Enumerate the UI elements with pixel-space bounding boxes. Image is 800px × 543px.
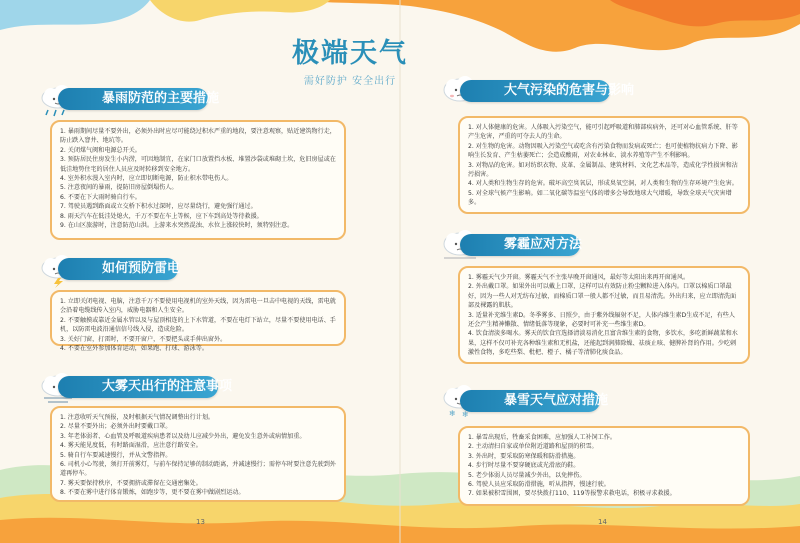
list-item: 3. 适量补充维生素D。冬季雾多、日照少，由于紫外线辐射不足，人体内维生素D生成不足，有些人还会产生精神懒散、情绪低落等现象，必要时可补充一些维生素D。 bbox=[468, 311, 735, 329]
list-item: 3. 对物品的危害。如对纺织衣物、皮革、金属制品、建筑材料、文化艺术品等，造成化学性损害和沾污损害。 bbox=[468, 161, 738, 179]
list-item: 5. 老少体弱人员尽量减少外出，以免摔伤。 bbox=[468, 471, 586, 479]
list-item: 5. 骑自行车要减速慢行，并从文警指挥。 bbox=[60, 451, 172, 459]
rainstorm-title: 暴雨防范的主要措施 bbox=[58, 88, 208, 110]
list-item: 1. 对人体健康的危害。人体吸入污染空气，能可引起呼吸道和肺部疾病外，还可对心血管系统、肝等产生危害，严重的可夺去人的生命。 bbox=[468, 124, 738, 141]
snow-title: 暴雪天气应对措施 bbox=[460, 390, 600, 412]
list-item: 3. 外出时，要采取防寒保暖和防滑措施。 bbox=[468, 452, 580, 460]
list-item: 2. 不要触摸或靠近金属水管以及与屋顶相连的上下水管道，不要在电灯下站立，尽量不要使用电话、手机，以防雷电波沿通信信号线入侵，造成危险。 bbox=[60, 316, 336, 334]
list-item: 1. 立即关闭电视、电脑，注意千万不要使用电视机的室外天线，因为雷电一旦击中电视的天线，雷电就会沿着电缆线传入室内，威胁电器和人生安全。 bbox=[60, 298, 336, 315]
haze-title: 雾霾应对方法 bbox=[460, 234, 580, 256]
fog-box bbox=[50, 406, 346, 502]
list-item: 9. 在山区旅游时，注意防范山洪。上游来水突然混浊、水位上涨较快时，须特别注意。 bbox=[60, 222, 294, 230]
list-item: 2. 外出戴口罩。如果外出可以戴上口罩，这样可以有效防止粉尘颗粒进入体内。口罩以棉质口罩最好，因为一些人对无纺布过敏，而棉质口罩一般人都不过敏，而且易清洗。外出归来，应立即清洗面部及裸露的肌肤。 bbox=[468, 283, 737, 310]
list-item: 1. 暴雨期间尽量不要外出，必须外出时应尽可能绕过积水严重的地段，要注意观察，贴近建筑物行走，防止跌入窨井、地坑等。 bbox=[60, 128, 336, 145]
rainstorm-box bbox=[50, 120, 346, 240]
fog-title: 大雾天出行的注意事项 bbox=[58, 376, 218, 398]
list-item: 8. 雨天汽车在低洼处熄火，千万不要在车上等候，应下车到高处等待救援。 bbox=[60, 212, 263, 220]
list-item: 1. 注意收听天气预报，及时根据天气情况调整出行计划。 bbox=[60, 414, 215, 421]
list-item: 4. 室外积水漫入室内时，应立即切断电源，防止积水带电伤人。 bbox=[60, 175, 233, 183]
page-header bbox=[230, 38, 470, 87]
svg-text:❄: ❄ bbox=[449, 409, 456, 418]
page-number-right: 14 bbox=[598, 518, 607, 526]
list-item: 3. 关好门窗，打雷时，不要开窗户，不要把头或手伸出窗外。 bbox=[60, 335, 227, 343]
list-item: 2. 对生物的危害。动物因吸入污染空气或吃含有污染食物而发病或死亡；也可使植物抗病力下降、影响生长发育、产生枯萎死亡；会造成酸雨，对农业林业、淡水养殖等产生不利影响。 bbox=[468, 142, 738, 160]
thunder-list bbox=[60, 297, 336, 353]
pollution-title: 大气污染的危害与影响 bbox=[460, 80, 610, 102]
list-item: 4. 不要在室外参加体育运动，如果跑、打球、游泳等。 bbox=[60, 345, 208, 353]
list-item: 7. 驾驶员遇到路面或立交桥下积水过深时，应尽量绕行，避免强行通过。 bbox=[60, 203, 257, 211]
thunder-title: 如何预防雷电 bbox=[58, 258, 178, 280]
list-item: 2. 尽量不要外出；必须外出时要戴口罩。 bbox=[60, 423, 172, 431]
list-item: 6. 驾驶人员应采取防滑措施，听从指挥，慢速行驶。 bbox=[468, 481, 610, 489]
list-item: 1. 雾霾天气少开窗。雾霾天气不主张早晚开窗通风，最好等太阳出来再开窗通风。 bbox=[468, 274, 690, 281]
list-item: 7. 雾天要保持秩序，不要拥挤或滞留在交通密集处。 bbox=[60, 479, 202, 487]
list-item: 5. 注意夜间的暴雨，提防旧房屋倒塌伤人。 bbox=[60, 184, 178, 192]
list-item: 7. 如果被积雪围困，要尽快拨打110、119等报警求救电话，积极寻求救援。 bbox=[468, 490, 676, 498]
rainstorm-list bbox=[60, 127, 336, 230]
list-item: 8. 不要在雾中进行体育锻炼，如跑步等，更不要在雾中做剧烈运动。 bbox=[60, 489, 245, 497]
haze-box bbox=[458, 266, 750, 364]
list-item: 2. 关闭煤气阀和电源总开关。 bbox=[60, 146, 141, 154]
svg-text:❄: ❄ bbox=[462, 410, 469, 418]
pollution-box bbox=[458, 116, 750, 214]
snow-list bbox=[468, 433, 740, 499]
haze-list bbox=[468, 273, 740, 358]
list-item: 3. 预防居民住房发生小内涝，可因地制宜，在家门口放置挡水板、堆置沙袋或堆砌土坎，危旧房屋或在低洼地势住宅的居住人员应及时转移到安全地方。 bbox=[60, 156, 336, 173]
snow-box bbox=[458, 426, 750, 506]
fog-list bbox=[60, 413, 336, 498]
list-item: 6. 不要在下大雨时骑自行车。 bbox=[60, 193, 141, 201]
list-item: 4. 饮食清淡多喝水。雾天的饮食宜选择清淡易消化且富含维生素的食物，多饮水，多吃新鲜蔬菜和水果，这样不仅可补充各种维生素和无机盐，还能起到润肺除燥、祛痰止咳、健脾补肾的作用。少吃刺激性食物，多吃些梨、枇杷、橙子、橘子等清肺化痰食品。 bbox=[468, 330, 738, 357]
pollution-list bbox=[468, 123, 740, 208]
list-item: 2. 主动清扫自家或单位附近道路和屋顶的积雪。 bbox=[468, 443, 598, 451]
main-title: 极端天气 bbox=[292, 38, 408, 69]
list-item: 4. 对人类和生物生存的危害。破坏高空臭氧层，形成臭氧空洞，对人类和生物的生存环境产生危害。 bbox=[468, 180, 738, 188]
page-number-left: 13 bbox=[196, 518, 205, 526]
list-item: 4. 雾天能见度低，有时路面湿滑，应注意行路安全。 bbox=[60, 442, 202, 450]
list-item: 6. 司机小心驾驶，须打开前雾灯，与前车保持足够的制动距离，并减速慢行；需停车时要注意先驶到外道再停车。 bbox=[60, 461, 336, 478]
list-item: 4. 步行时尽量不要穿硬底或光滑底的鞋。 bbox=[468, 462, 580, 470]
list-item: 5. 对全球气候产生影响。如二氧化碳等温室气体的增多会导致地球大气增暖，导致全球天气灾害增多。 bbox=[468, 189, 732, 207]
list-item: 3. 年老体弱者、心血管及呼吸道疾病患者以及幼儿应减少外出，避免发生意外或病情加重。 bbox=[60, 432, 306, 440]
main-subtitle: 需好防护 安全出行 bbox=[303, 76, 397, 87]
list-item: 1. 暴雪出现后，牲畜采食困难，应加强人工补饲工作。 bbox=[468, 434, 616, 441]
thunder-box bbox=[50, 290, 346, 353]
